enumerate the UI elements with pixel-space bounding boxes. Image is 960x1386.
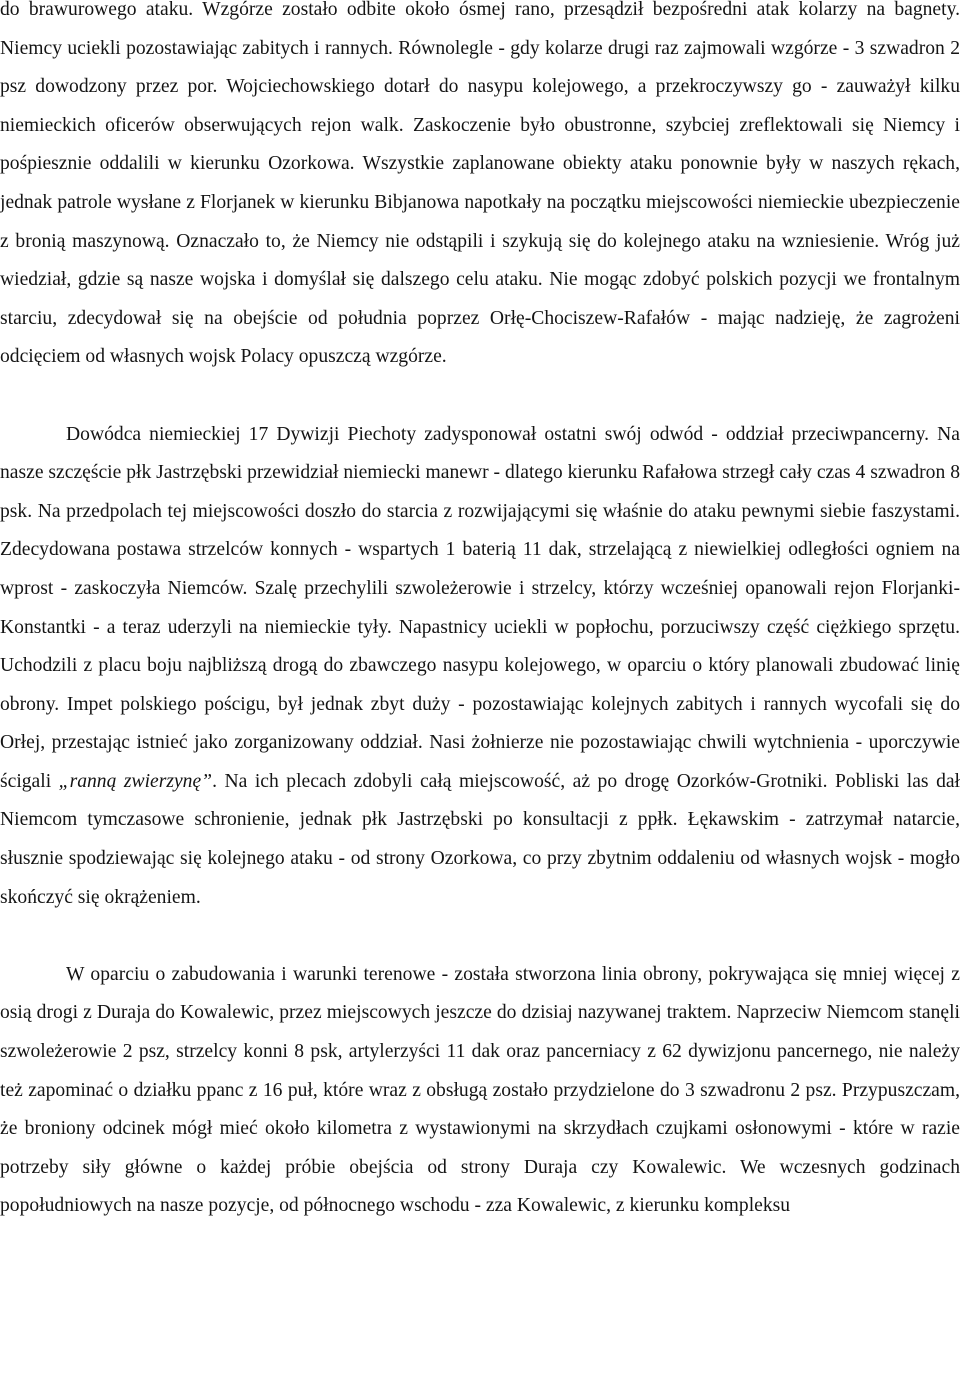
paragraph-spacer: [0, 917, 960, 956]
paragraph-spacer: [0, 377, 960, 416]
paragraph-2-text-a: Dowódca niemieckiej 17 Dywizji Piechoty zadysponował ostatni swój odwód - oddział przeciwpancerny. Na nasze szczęście płk Jastrzębski przewidział niemiecki manewr - dlatego kierunku Rafałowa strzegł cały czas 4 szwadron 8 psk. Na przedpolach tej miejscowości doszło do starcia z rozwijającymi się właśnie do ataku pewnymi siebie faszystami. Zdecydowana postawa strzelców konnych - wspartych 1 baterią 11 dak, strzelającą z niewielkiej odległości ogniem na wprost - zaskoczyła Niemców. Szalę przechylili szwoleżerowie i strzelcy, którzy wcześniej opanowali rejon Florjanki-Konstantki - a teraz uderzyli na niemieckie tyły. Napastnicy uciekli w popłochu, porzuciwszy część ciężkiego sprzętu. Uchodzili z placu boju najbliższą drogą do zbawczego nasypu kolejowego, w oparciu o który planowali zbudować linię obrony. Impet polskiego pościgu, był jednak zbyt duży - pozostawiając kolejnych zabitych i rannych wycofali się do Orłej, przestając istnieć jako zorganizowany oddział. Nasi żołnierze nie pozostawiając chwili wytchnienia - uporczywie ścigali: [0, 423, 960, 792]
paragraph-1: do brawurowego ataku. Wzgórze zostało odbite około ósmej rano, przesądził bezpośredni atak kolarzy na bagnety. Niemcy uciekli pozostawiając zabitych i rannych. Równolegle - gdy kolarze drugi raz zajmowali wzgórze - 3 szwadron 2 psz dowodzony przez por. Wojciechowskiego dotarł do nasypu kolejowego, a przekroczywszy go - zauważył kilku niemieckich oficerów obserwujących rejon walk. Zaskoczenie było obustronne, szybciej zreflektowali się Niemcy i pośpiesznie oddalili w kierunku Ozorkowa. Wszystkie zaplanowane obiekty ataku ponownie były w naszych rękach, jednak patrole wysłane z Florjanek w kierunku Bibjanowa napotkały na początku miejscowości niemieckie ubezpieczenie z bronią maszynową. Oznaczało to, że Niemcy nie odstąpili i szykują się do kolejnego ataku na wzniesienie. Wróg już wiedział, gdzie są nasze wojska i domyślał się dalszego celu ataku. Nie mogąc zdobyć polskich pozycji we frontalnym starciu, zdecydował się na obejście od południa poprzez Orłę-Chociszew-Rafałów - mając nadzieję, że zagrożeni odcięciem od własnych wojsk Polacy opuszczą wzgórze.: [0, 0, 960, 368]
paragraph-2-quote: „ranną zwierzynę”: [58, 770, 213, 792]
paragraph-2: [0, 416, 960, 918]
paragraph-2-text-b: . Na ich plecach zdobyli całą miejscowość, aż po drogę Ozorków-Grotniki. Pobliski las dał Niemcom tymczasowe schronienie, jednak płk Jastrzębski po konsultacji z ppłk. Łękawskim - zatrzymał natarcie, słusznie spodziewając się kolejnego ataku - od strony Ozorkowa, co przy zbytnim oddaleniu od własnych wojsk - mogło skończyć się okrążeniem.: [0, 770, 960, 908]
paragraph-3: W oparciu o zabudowania i warunki terenowe - została stworzona linia obrony, pokrywająca się mniej więcej z osią drogi z Duraja do Kowalewic, przez miejscowych jeszcze do dzisiaj nazywanej traktem. Naprzeciw Niemcom stanęli szwoleżerowie 2 psz, strzelcy konni 8 psk, artylerzyści 11 dak oraz pancerniacy z 62 dywizjonu pancernego, nie należy też zapominać o działku ppanc z 16 puł, które wraz z obsługą zostało przydzielone do 3 szwadronu 2 psz. Przypuszczam, że broniony odcinek mógł mieć około kilometra z wystawionymi na skrzydłach czujkami osłonowymi - które w razie potrzeby siły główne o każdej próbie obejścia od strony Duraja czy Kowalewic. We wczesnych godzinach popołudniowych na nasze pozycje, od północnego wschodu - zza Kowalewic, z kierunku kompleksu: [0, 963, 960, 1217]
